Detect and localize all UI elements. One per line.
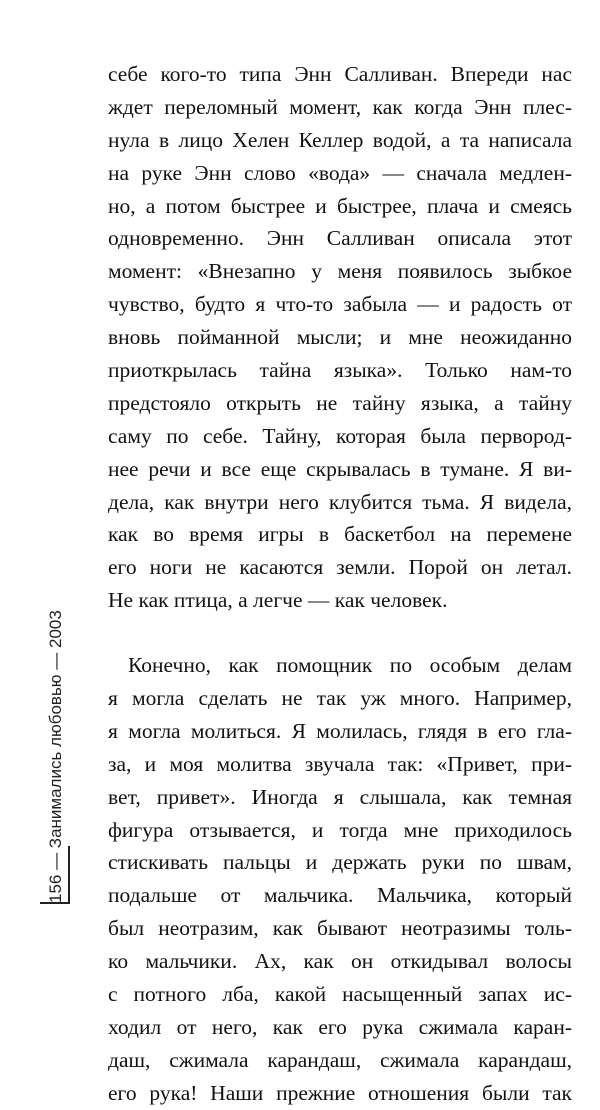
text-line: себе кого-то типа Энн Салливан. Впереди нас <box>108 62 572 86</box>
text-line: ждет переломный момент, как когда Энн плес- <box>108 94 572 119</box>
text-line: стискивать пальцы и держать руки по швам, <box>108 850 572 875</box>
text-line: Конечно, как помощник по особым делам <box>128 653 572 678</box>
text-line: подальше от мальчика. Мальчика, который <box>108 883 572 908</box>
paragraph-gap <box>108 617 572 649</box>
text-line: вновь пойманной мысли; и мне неожиданно <box>108 325 572 350</box>
running-head: 156 — Занимались любовью — 2003 <box>46 610 65 903</box>
text-line: но, а потом быстрее и быстрее, плача и смеясь <box>108 193 572 218</box>
text-line: с потного лба, какой насыщенный запах ис- <box>108 982 572 1007</box>
text-line: предстояло открыть не тайну языка, а тайну <box>108 390 572 415</box>
text-line: вет, привет». Иногда я слышала, как темная <box>108 784 572 809</box>
running-head-rule-vertical <box>68 846 70 904</box>
paragraph-2 <box>108 649 572 1109</box>
text-line: даш, сжимала карандаш, сжимала карандаш, <box>108 1047 572 1072</box>
text-line: приоткрылась тайна языка». Только нам-то <box>108 358 572 383</box>
text-line: был неотразим, как бывают неотразимы толь- <box>108 916 572 941</box>
text-line: нула в лицо Хелен Келлер водой, а та написала <box>108 127 572 152</box>
body-text <box>108 58 572 1110</box>
text-line: чувство, будто я что-то забыла — и радость от <box>108 292 572 317</box>
text-line: нее речи и все еще скрывалась в тумане. Я ви- <box>108 456 572 481</box>
text-line: дела, как внутри него клубится тьма. Я видела, <box>108 489 572 514</box>
text-line: его рука! Наши прежние отношения были так <box>108 1080 572 1105</box>
text-line: ко мальчики. Ах, как он откидывал волосы <box>108 949 572 974</box>
text-line: я могла молиться. Я молилась, глядя в его гла- <box>108 718 572 743</box>
text-line: саму по себе. Тайну, которая была первород- <box>108 423 572 448</box>
text-line: на руке Энн слово «вода» — сначала медлен- <box>108 160 572 185</box>
paragraph-1 <box>108 58 572 617</box>
text-line: как во время игры в баскетбол на перемене <box>108 522 572 547</box>
text-line: я могла сделать не так уж много. Например, <box>108 686 572 711</box>
text-line: за, и моя молитва звучала так: «Привет, при- <box>108 751 572 776</box>
text-line: момент: «Внезапно у меня появилось зыбкое <box>108 259 572 284</box>
text-line: одновременно. Энн Салливан описала этот <box>108 226 572 251</box>
text-line: ходил от него, как его рука сжимала каран- <box>108 1014 572 1039</box>
text-line: его ноги не касаются земли. Порой он летал. <box>108 555 572 580</box>
text-line: Не как птица, а легче — как человек. <box>108 588 448 613</box>
text-line: фигура отзывается, и тогда мне приходилось <box>108 817 572 842</box>
